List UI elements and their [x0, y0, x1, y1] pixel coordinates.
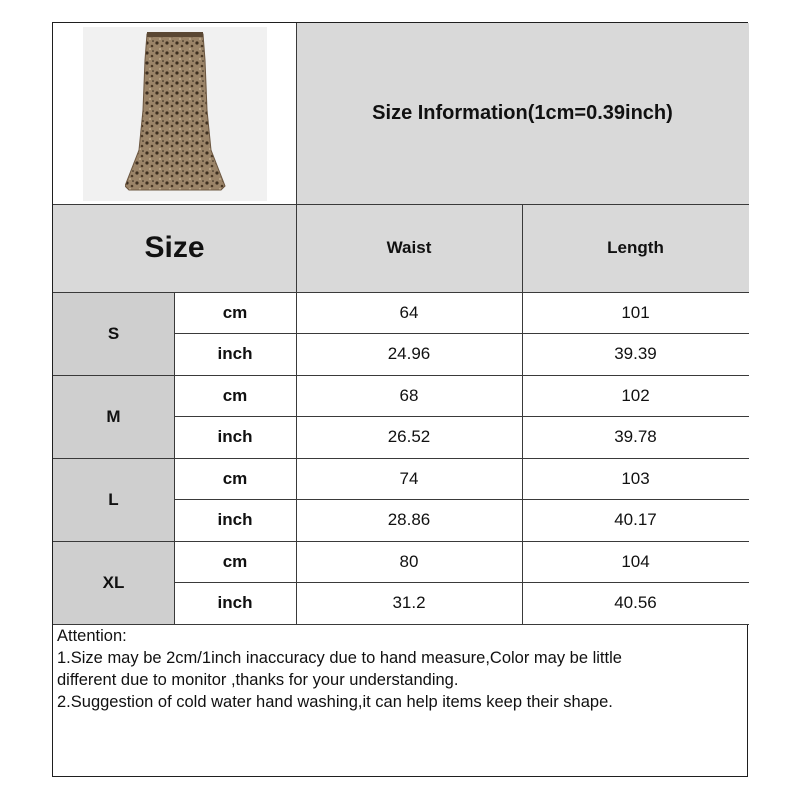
waist-value: 64	[399, 302, 419, 322]
unit-label: inch	[217, 510, 253, 529]
waist-column-header	[296, 204, 522, 292]
notes-heading: Attention:	[57, 627, 127, 645]
waist-value: 68	[399, 385, 419, 405]
grid-line	[53, 204, 749, 205]
length-cell	[522, 416, 749, 458]
waist-heading: Waist	[386, 238, 432, 257]
unit-label: cm	[222, 385, 248, 405]
unit-cell	[174, 582, 296, 624]
waist-value: 80	[399, 551, 419, 571]
grid-line	[174, 416, 749, 417]
grid-line	[522, 204, 523, 624]
length-cell	[522, 458, 749, 499]
unit-label: cm	[222, 551, 248, 571]
length-cell	[522, 375, 749, 416]
size-label-cell	[53, 458, 174, 541]
length-value: 104	[621, 551, 650, 571]
unit-cell	[174, 416, 296, 458]
grid-line	[53, 541, 749, 542]
size-label: XL	[102, 572, 125, 592]
waist-value: 28.86	[387, 510, 431, 529]
product-image-cell	[53, 23, 296, 204]
size-label-cell	[53, 541, 174, 624]
length-cell	[522, 499, 749, 541]
unit-label: cm	[222, 468, 248, 488]
unit-cell	[174, 541, 296, 582]
unit-label: inch	[217, 344, 253, 363]
unit-label: inch	[217, 427, 253, 446]
size-label-cell	[53, 375, 174, 458]
size-label: L	[108, 489, 119, 509]
skirt-image	[125, 30, 245, 200]
waist-cell	[296, 582, 522, 624]
length-cell	[522, 541, 749, 582]
size-label: S	[107, 323, 120, 343]
grid-line	[53, 292, 749, 293]
length-value: 102	[621, 385, 650, 405]
notes-line: 2.Suggestion of cold water hand washing,it can help items keep their shape.	[57, 693, 613, 711]
waist-cell	[296, 458, 522, 499]
unit-cell	[174, 333, 296, 375]
length-value: 103	[621, 468, 650, 488]
notes-line: 1.Size may be 2cm/1inch inaccuracy due to hand measure,Color may be little	[57, 649, 622, 667]
grid-line	[174, 582, 749, 583]
length-cell	[522, 582, 749, 624]
grid-line	[174, 499, 749, 500]
unit-label: cm	[222, 302, 248, 322]
grid-line	[53, 458, 749, 459]
length-value: 40.56	[614, 593, 657, 612]
length-cell	[522, 292, 749, 333]
waist-value: 74	[399, 468, 419, 488]
length-heading: Length	[607, 238, 664, 257]
notes-line: different due to monitor ,thanks for your understanding.	[57, 671, 459, 689]
waist-value: 24.96	[387, 344, 431, 363]
waist-cell	[296, 416, 522, 458]
attention-notes	[57, 625, 737, 713]
size-column-header	[53, 204, 296, 292]
length-value: 39.39	[614, 344, 657, 363]
length-value: 101	[621, 302, 650, 322]
waist-value: 31.2	[392, 593, 426, 612]
unit-cell	[174, 458, 296, 499]
length-cell	[522, 333, 749, 375]
unit-cell	[174, 375, 296, 416]
size-label-cell	[53, 292, 174, 375]
waist-cell	[296, 541, 522, 582]
grid-line	[174, 333, 749, 334]
waist-cell	[296, 375, 522, 416]
size-chart	[52, 22, 748, 777]
unit-label: inch	[217, 593, 253, 612]
length-value: 39.78	[614, 427, 657, 446]
size-info-title: Size Information(1cm=0.39inch)	[372, 102, 673, 124]
grid-line	[53, 375, 749, 376]
waist-cell	[296, 292, 522, 333]
waist-cell	[296, 333, 522, 375]
grid-line	[296, 23, 297, 624]
length-value: 40.17	[614, 510, 657, 529]
waist-cell	[296, 499, 522, 541]
size-heading: Size	[144, 231, 205, 264]
unit-cell	[174, 499, 296, 541]
waist-value: 26.52	[387, 427, 431, 446]
unit-cell	[174, 292, 296, 333]
length-column-header	[522, 204, 749, 292]
size-label: M	[106, 406, 121, 426]
size-info-header	[296, 23, 749, 204]
